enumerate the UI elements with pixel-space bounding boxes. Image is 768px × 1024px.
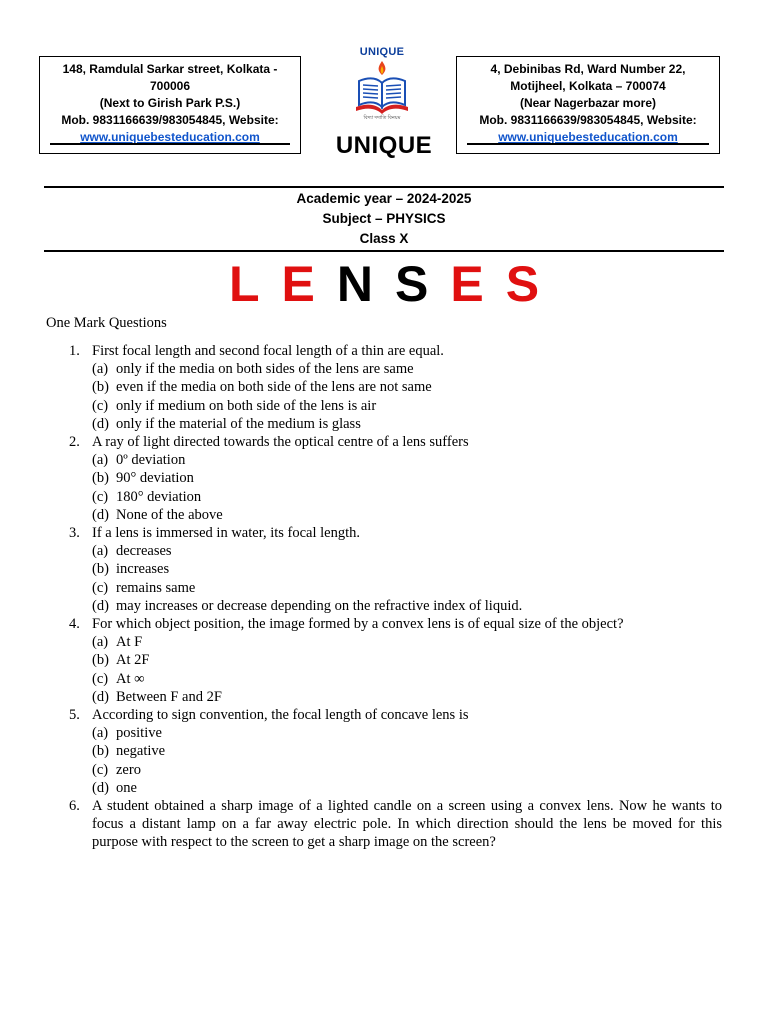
question-item bbox=[69, 524, 722, 615]
option-label: (d) bbox=[92, 415, 109, 432]
option-item bbox=[92, 633, 722, 651]
question-text: If a lens is immersed in water, its focal length. bbox=[92, 525, 360, 542]
right-address-line-4: Mob. 9831166639/983054845, Website: bbox=[479, 113, 697, 127]
option-item bbox=[92, 761, 722, 779]
left-address-line-3: (Next to Girish Park P.S.) bbox=[99, 96, 241, 110]
logo-tagline: বিদ্যা দদাতি বিনয়ম bbox=[363, 116, 401, 121]
option-item bbox=[92, 742, 722, 760]
option-text: positive bbox=[116, 725, 162, 742]
option-label: (a) bbox=[92, 543, 109, 560]
question-number: 4. bbox=[69, 616, 80, 633]
option-text: None of the above bbox=[116, 506, 223, 523]
right-address-line-2: Motijheel, Kolkata – 700074 bbox=[510, 79, 666, 93]
title-letter: E bbox=[450, 256, 484, 312]
option-label: (a) bbox=[92, 452, 109, 469]
option-text: At ∞ bbox=[116, 670, 145, 687]
question-item bbox=[69, 433, 722, 524]
title-letter: L bbox=[228, 256, 260, 312]
question-text: For which object position, the image formed by a convex lens is of equal size of the object? bbox=[92, 616, 624, 633]
question-text: According to sign convention, the focal length of concave lens is bbox=[92, 707, 469, 724]
class-label: Class X bbox=[359, 231, 409, 246]
option-label: (a) bbox=[92, 361, 109, 378]
option-item bbox=[92, 451, 722, 469]
top-divider bbox=[44, 186, 724, 188]
option-item bbox=[92, 724, 722, 742]
option-label: (c) bbox=[92, 488, 109, 505]
academic-year: Academic year – 2024-2025 bbox=[296, 191, 472, 206]
book-flame-icon bbox=[355, 59, 409, 115]
option-item bbox=[92, 579, 722, 597]
left-address-rule bbox=[50, 143, 290, 145]
left-address-line-1: 148, Ramdulal Sarkar street, Kolkata - bbox=[62, 62, 278, 76]
left-address-line-2: 700006 bbox=[149, 79, 191, 93]
option-item bbox=[92, 688, 722, 706]
option-item bbox=[92, 597, 722, 615]
option-label: (a) bbox=[92, 634, 109, 651]
option-label: (d) bbox=[92, 597, 109, 614]
question-item bbox=[69, 342, 722, 433]
right-website-link[interactable]: www.uniquebesteducation.com bbox=[498, 130, 678, 144]
option-item bbox=[92, 397, 722, 415]
option-text: only if the material of the medium is glass bbox=[116, 415, 361, 432]
section-title: One Mark Questions bbox=[46, 315, 167, 331]
option-text: negative bbox=[116, 743, 166, 760]
right-address-box bbox=[456, 56, 720, 154]
option-item bbox=[92, 506, 722, 524]
option-item bbox=[92, 560, 722, 578]
option-text: zero bbox=[116, 761, 141, 778]
option-text: increases bbox=[116, 561, 170, 578]
page-title bbox=[0, 252, 768, 316]
option-text: At 2F bbox=[116, 652, 150, 669]
question-number: 1. bbox=[69, 343, 80, 359]
option-item bbox=[92, 542, 722, 560]
option-item bbox=[92, 469, 722, 487]
question-item bbox=[69, 615, 722, 706]
option-text: even if the media on both side of the lens are not same bbox=[116, 379, 432, 396]
option-label: (b) bbox=[92, 561, 109, 578]
left-website-link[interactable]: www.uniquebesteducation.com bbox=[80, 130, 260, 144]
title-letter: E bbox=[281, 256, 315, 312]
option-label: (c) bbox=[92, 579, 109, 596]
question-item bbox=[69, 797, 722, 852]
question-number: 3. bbox=[69, 525, 80, 542]
right-address-rule bbox=[467, 143, 709, 145]
option-item bbox=[92, 415, 722, 433]
option-label: (c) bbox=[92, 761, 109, 778]
logo-text: UNIQUE bbox=[359, 46, 405, 58]
option-text: Between F and 2F bbox=[116, 688, 222, 705]
option-text: decreases bbox=[116, 543, 172, 560]
title-letter: S bbox=[394, 256, 429, 312]
option-item bbox=[92, 378, 722, 396]
question-number: 2. bbox=[69, 434, 80, 451]
option-text: 90° deviation bbox=[116, 470, 194, 487]
question-number: 6. bbox=[69, 798, 80, 815]
option-item bbox=[92, 779, 722, 797]
option-item bbox=[92, 488, 722, 506]
option-label: (c) bbox=[92, 670, 109, 687]
subject: Subject – PHYSICS bbox=[322, 211, 446, 226]
option-item bbox=[92, 651, 722, 669]
question-text: First focal length and second focal length of a thin are equal. bbox=[92, 343, 444, 359]
option-text: 0º deviation bbox=[116, 452, 186, 469]
right-address-line-3: (Near Nagerbazar more) bbox=[519, 96, 657, 110]
option-text: only if medium on both side of the lens is air bbox=[116, 397, 377, 414]
option-label: (d) bbox=[92, 688, 109, 705]
option-text: may increases or decrease depending on the refractive index of liquid. bbox=[116, 597, 523, 614]
left-address-box bbox=[39, 56, 301, 154]
right-address-line-1: 4, Debinibas Rd, Ward Number 22, bbox=[490, 62, 686, 76]
option-text: only if the media on both sides of the lens are same bbox=[116, 361, 414, 378]
option-item bbox=[92, 670, 722, 688]
option-text: remains same bbox=[116, 579, 196, 596]
option-label: (b) bbox=[92, 652, 109, 669]
question-text: A ray of light directed towards the optical centre of a lens suffers bbox=[92, 434, 469, 451]
left-address-line-4: Mob. 9831166639/983054845, Website: bbox=[61, 113, 279, 127]
option-label: (b) bbox=[92, 743, 109, 760]
question-text: A student obtained a sharp image of a lighted candle on a screen using a convex lens. Now he wants to focus a distant lamp on a far away electric pole. In which direction should the lens be moved for this purpose with respect to the screen to get a sharp image on the screen? bbox=[92, 798, 722, 851]
question-number: 5. bbox=[69, 707, 80, 724]
question-list bbox=[69, 342, 722, 852]
option-text: 180° deviation bbox=[116, 488, 202, 505]
option-label: (d) bbox=[92, 506, 109, 523]
option-label: (b) bbox=[92, 379, 109, 396]
meta-block bbox=[44, 189, 724, 249]
logo bbox=[352, 46, 412, 124]
title-letter: S bbox=[505, 256, 540, 312]
option-text: At F bbox=[116, 634, 143, 651]
brand-name: UNIQUE bbox=[335, 132, 433, 159]
option-label: (a) bbox=[92, 725, 109, 742]
option-label: (b) bbox=[92, 470, 109, 487]
question-item bbox=[69, 706, 722, 797]
option-item bbox=[92, 360, 722, 378]
option-label: (c) bbox=[92, 397, 109, 414]
option-text: one bbox=[116, 779, 137, 796]
title-letter: N bbox=[336, 256, 373, 312]
option-label: (d) bbox=[92, 779, 109, 796]
